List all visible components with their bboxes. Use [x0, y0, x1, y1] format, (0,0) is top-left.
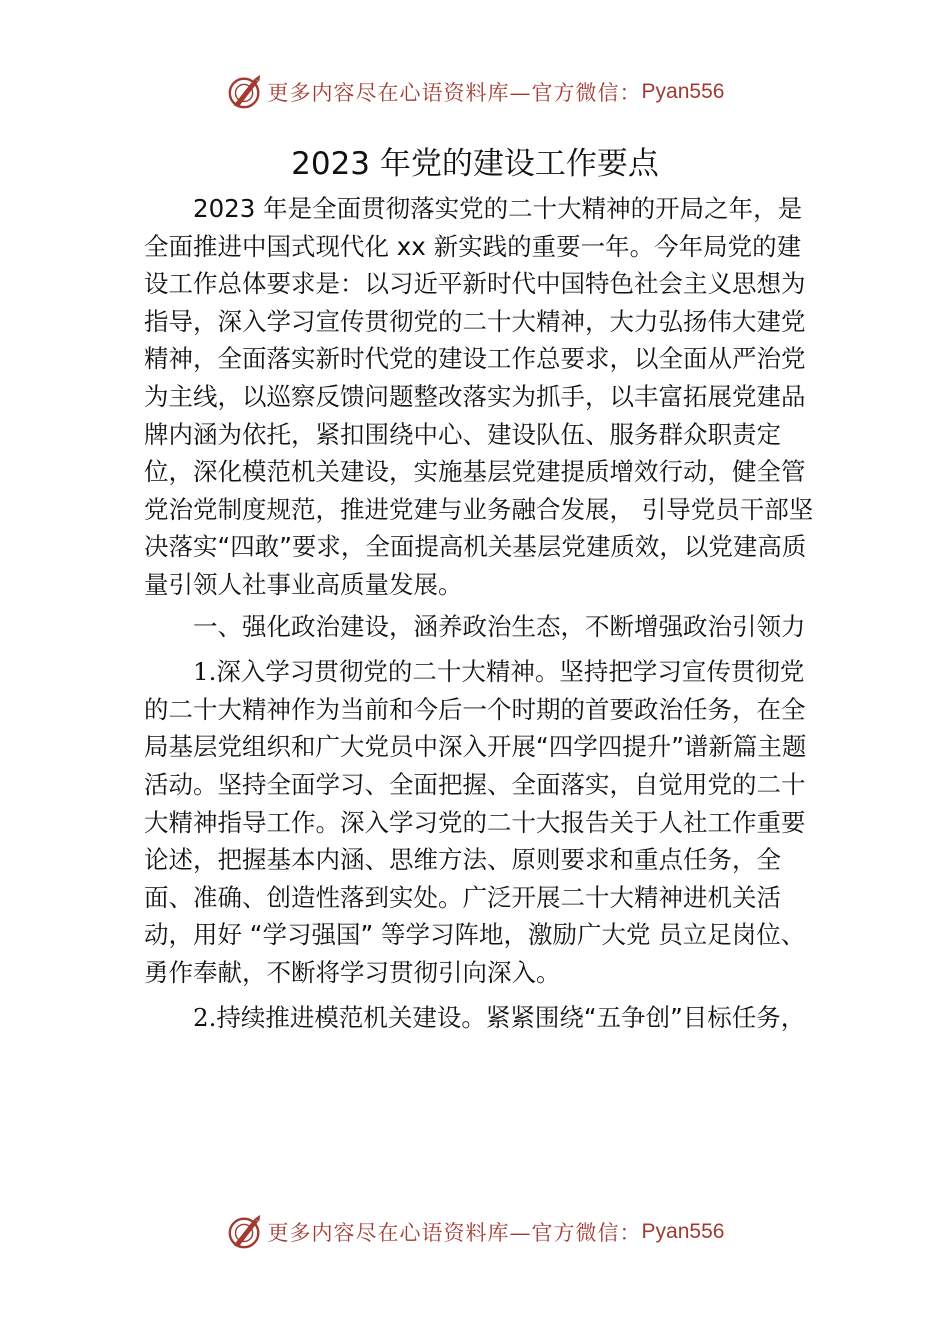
item-heading: 1.深入学习贯彻党的二十大精神。: [193, 657, 560, 687]
item-heading: 2.持续推进模范机关建设。: [193, 1003, 486, 1033]
item-paragraph-2: [144, 999, 820, 1037]
watermark-header: [0, 72, 950, 112]
pen-logo-icon: [226, 73, 264, 111]
pen-logo-icon: [226, 1213, 264, 1251]
document-body: [144, 190, 820, 1037]
intro-paragraph: 2023 年是全面贯彻落实党的二十大精神的开局之年，是全面推进中国式现代化 xx 新实践的重要一年。今年局党的建设工作总体要求是：以习近平新时代中国特色社会主义思想为指导，深入学习宣传贯彻党的二十大精神，大力弘扬伟大建党精神，全面落实新时代党的建设工作总要求，以全面从严治党为主线，以巡察反馈问题整改落实为抓手，以丰富拓展党建品牌内涵为依托，紧扣围绕中心、建设队伍、服务群众职责定位，深化模范机关建设，实施基层党建提质增效行动，健全管党治党制度规范，推进党建与业务融合发展， 引导党员干部坚决落实“四敢”要求，全面提高机关基层党建质效，以党建高质量引领人社事业高质量发展。: [144, 194, 814, 599]
item-body: 紧紧围绕“五争创”目标任务，: [485, 1003, 806, 1033]
item-paragraph-1: [144, 653, 820, 991]
watermark-footer: [0, 1212, 950, 1252]
watermark-wechat-id: Pyan556: [641, 80, 725, 103]
watermark-wechat-id: Pyan556: [641, 1220, 725, 1243]
section-heading: 一、强化政治建设，涵养政治生态，不断增强政治引领力: [193, 611, 806, 641]
watermark-site-text: 更多内容尽在心语资料库—官方微信：: [267, 1221, 642, 1245]
document-title: 2023 年党的建设工作要点: [291, 146, 659, 182]
watermark-site-text: 更多内容尽在心语资料库—官方微信：: [267, 81, 642, 105]
item-body: 坚持把学习宣传贯彻党的二十大精神作为当前和今后一个时期的首要政治任务，在全局基层党组织和广大党员中深入开展“四学四提升”谱新篇主题活动。坚持全面学习、全面把握、全面落实，自觉用党的二十大精神指导工作。深入学习党的二十大报告关于人社工作重要论述，把握基本内涵、思维方法、原则要求和重点任务，全面、准确、创造性落到实处。广泛开展二十大精神进机关活动，用好 “学习强国” 等学习阵地，激励广大党 员立足岗位、勇作奉献，不断将学习贯彻引向深入。: [144, 657, 807, 987]
